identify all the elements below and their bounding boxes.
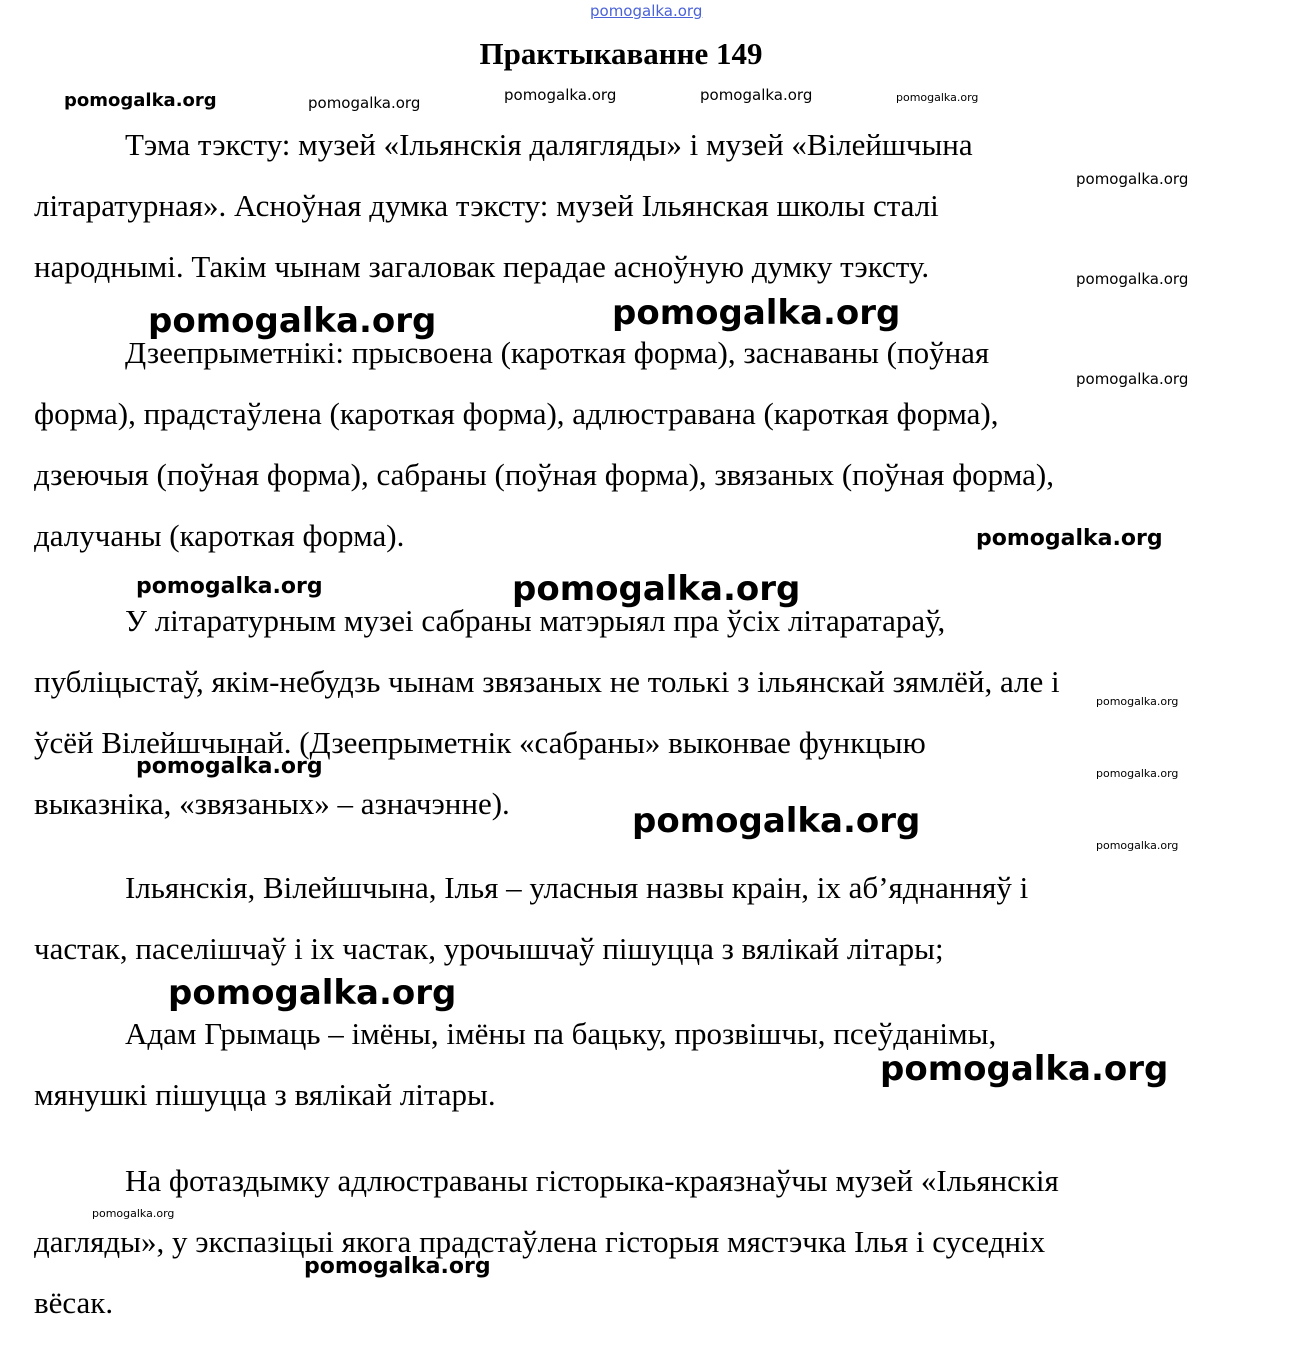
watermark-text: pomogalka.org <box>1076 370 1189 388</box>
watermark-text: pomogalka.org <box>168 973 457 1013</box>
watermark-text: pomogalka.org <box>512 569 801 609</box>
watermark-text: pomogalka.org <box>632 801 921 841</box>
text-line: Ільянскія, Вілейшчына, Ілья – уласныя назвы краін, іх аб’яднанняў і <box>125 870 1029 905</box>
watermark-text: pomogalka.org <box>700 86 813 104</box>
text-line: дагляды», у экспазіцыі якога прадстаўлена гісторыя мястэчка Ілья і суседніх <box>34 1224 1046 1259</box>
watermark-text: pomogalka.org <box>92 1207 175 1220</box>
watermark-text: pomogalka.org <box>896 91 979 104</box>
text-line: частак, паселішчаў і іх частак, урочышчаў пішуцца з вялікай літары; <box>34 931 944 966</box>
page-title: Практыкаванне 149 <box>479 36 763 71</box>
text-line: Дзеепрыметнікі: прысвоена (кароткая форма), заснаваны (поўная <box>125 335 990 370</box>
watermark-text: pomogalka.org <box>880 1049 1169 1089</box>
paragraph-photo <box>34 1150 1234 1333</box>
text-line: У літаратурным музеі сабраны матэрыял пра ўсіх літаратараў, <box>125 603 946 638</box>
text-line: вёсак. <box>34 1285 114 1320</box>
text-line: выказніка, «звязаных» – азначэнне). <box>34 786 510 821</box>
watermark-text: pomogalka.org <box>148 301 437 341</box>
text-line: ўсёй Вілейшчынай. (Дзеепрыметнік «сабраны» выконвае функцыю <box>34 725 926 760</box>
watermark-text: pomogalka.org <box>64 90 217 111</box>
watermark-text: pomogalka.org <box>1096 767 1179 780</box>
watermark-text: pomogalka.org <box>504 86 617 104</box>
text-line: далучаны (кароткая форма). <box>34 518 405 553</box>
text-line: літаратурная». Асноўная думка тэксту: музей Ільянская школы сталі <box>34 188 939 223</box>
text-line: публіцыстаў, якім-небудзь чынам звязаных не толькі з ільянскай зямлёй, але і <box>34 664 1060 699</box>
paragraph-theme <box>34 114 1234 297</box>
watermark-text: pomogalka.org <box>304 1254 491 1279</box>
text-line: дзеючыя (поўная форма), сабраны (поўная форма), звязаных (поўная форма), <box>34 457 1054 492</box>
watermark-text: pomogalka.org <box>1076 270 1189 288</box>
paragraph-proper-names <box>34 857 1234 979</box>
watermark-text: pomogalka.org <box>612 293 901 333</box>
text-line: народнымі. Такім чынам загаловак перадае асноўную думку тэксту. <box>34 249 930 284</box>
watermark-text: pomogalka.org <box>976 526 1163 551</box>
text-line: На фотаздымку адлюстраваны гісторыка-краязнаўчы музей «Ільянскія <box>125 1163 1059 1198</box>
text-line: форма), прадстаўлена (кароткая форма), адлюстравана (кароткая форма), <box>34 396 999 431</box>
watermark-text: pomogalka.org <box>136 754 323 779</box>
watermark-text: pomogalka.org <box>1096 839 1179 852</box>
watermark-text: pomogalka.org <box>1096 695 1179 708</box>
text-line: мянушкі пішуцца з вялікай літары. <box>34 1077 496 1112</box>
paragraph-museum <box>34 590 1234 834</box>
watermark-text: pomogalka.org <box>308 94 421 112</box>
watermark-text: pomogalka.org <box>136 574 323 599</box>
text-line: Тэма тэксту: музей «Ільянскія далягляды» і музей «Вілейшчына <box>125 127 973 162</box>
watermark-text: pomogalka.org <box>1076 170 1189 188</box>
text-line: Адам Грымаць – імёны, імёны па бацьку, прозвішчы, псеўданімы, <box>125 1016 997 1051</box>
source-link[interactable]: pomogalka.org <box>590 2 703 20</box>
